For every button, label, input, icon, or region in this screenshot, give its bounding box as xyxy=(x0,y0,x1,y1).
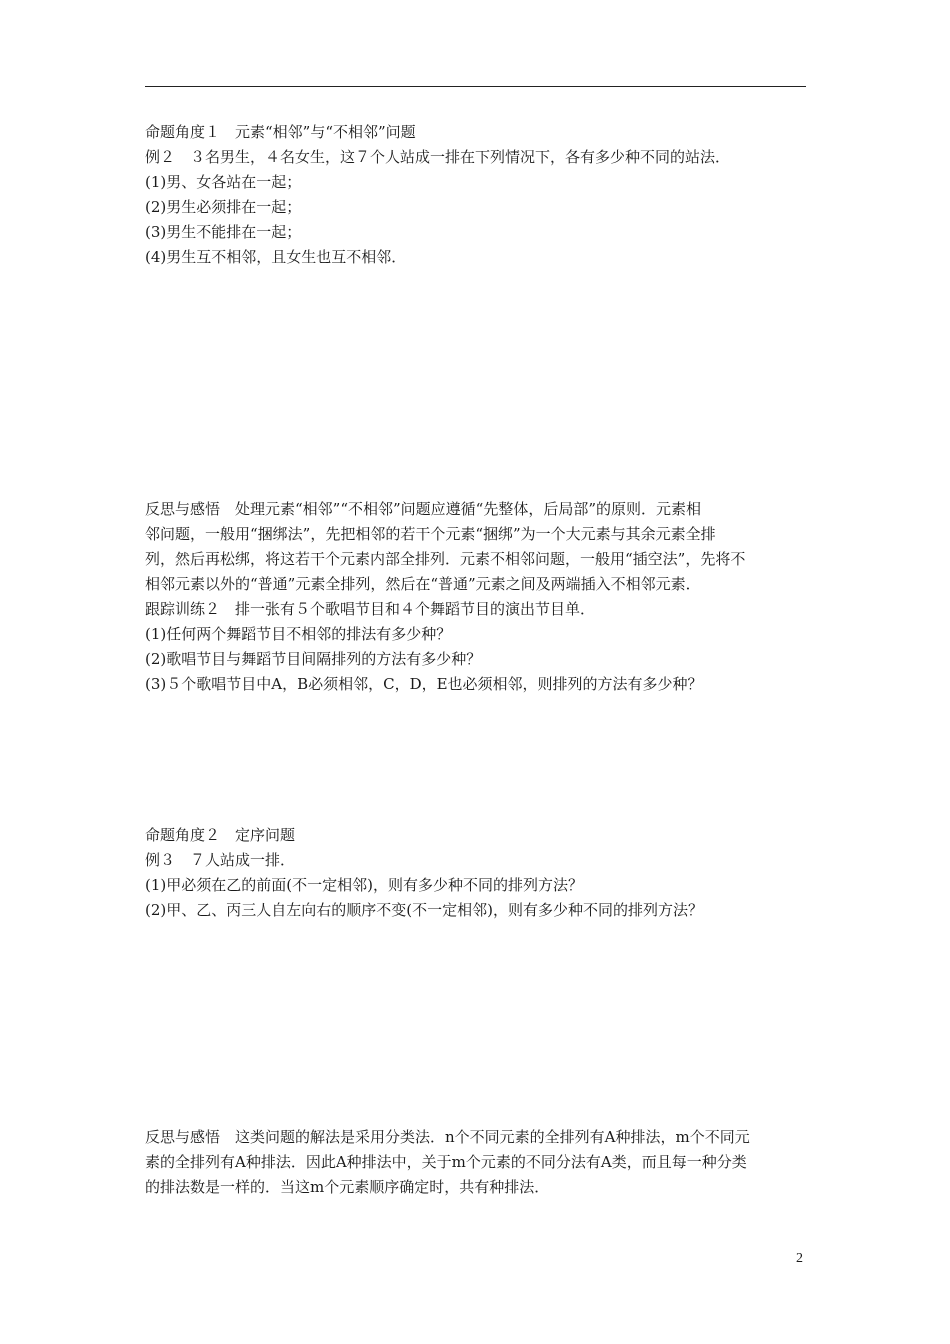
reflection-1-line-2: 邻问题，一般用“捆绑法”，先把相邻的若干个元素“捆绑”为一个大元素与其余元素全排 xyxy=(145,525,716,543)
practice-2-item-3: (3)５个歌唱节目中A，B必须相邻，C，D，E也必须相邻，则排列的方法有多少种？ xyxy=(145,675,703,693)
example-2-item-3: (3)男生不能排在一起； xyxy=(145,223,302,241)
header-rule xyxy=(145,86,806,87)
practice-2-item-1: (1)任何两个舞蹈节目不相邻的排法有多少种？ xyxy=(145,625,452,643)
example-2-item-2: (2)男生必须排在一起； xyxy=(145,198,302,216)
practice-2-title: 跟踪训练２ 排一张有５个歌唱节目和４个舞蹈节目的演出节目单． xyxy=(145,600,596,618)
example-3-item-1: (1)甲必须在乙的前面(不一定相邻)，则有多少种不同的排列方法？ xyxy=(145,876,583,894)
reflection-1-line-3: 列，然后再松绑，将这若干个元素内部全排列．元素不相邻问题，一般用“插空法”，先将不 xyxy=(145,550,746,568)
section-heading-1: 命题角度１ 元素“相邻”与“不相邻”问题 xyxy=(145,123,416,141)
example-3-item-2: (2)甲、乙、丙三人自左向右的顺序不变(不一定相邻)，则有多少种不同的排列方法？ xyxy=(145,901,703,919)
section-heading-2: 命题角度２ 定序问题 xyxy=(145,826,296,844)
example-3-stem: 例３ ７人站成一排． xyxy=(145,851,296,869)
example-2-stem: 例２ ３名男生，４名女生，这７个人站成一排在下列情况下，各有多少种不同的站法． xyxy=(145,148,731,166)
example-2-item-4: (4)男生互不相邻，且女生也互不相邻． xyxy=(145,248,407,266)
reflection-2-line-3: 的排法数是一样的．当这m个元素顺序确定时，共有种排法． xyxy=(145,1178,550,1196)
reflection-2-line-1: 反思与感悟 这类问题的解法是采用分类法．n个不同元素的全排列有A种排法，m个不同元 xyxy=(145,1128,750,1146)
reflection-1-line-1: 反思与感悟 处理元素“相邻”“不相邻”问题应遵循“先整体，后局部”的原则．元素相 xyxy=(145,500,702,518)
practice-2-item-2: (2)歌唱节目与舞蹈节目间隔排列的方法有多少种？ xyxy=(145,650,482,668)
reflection-1-line-4: 相邻元素以外的“普通”元素全排列，然后在“普通”元素之间及两端插入不相邻元素． xyxy=(145,575,701,593)
page-number: 2 xyxy=(796,1251,803,1266)
reflection-2-line-2: 素的全排列有A种排法．因此A种排法中，关于m个元素的不同分法有A类，而且每一种分类 xyxy=(145,1153,747,1171)
example-2-item-1: (1)男、女各站在一起； xyxy=(145,173,302,191)
